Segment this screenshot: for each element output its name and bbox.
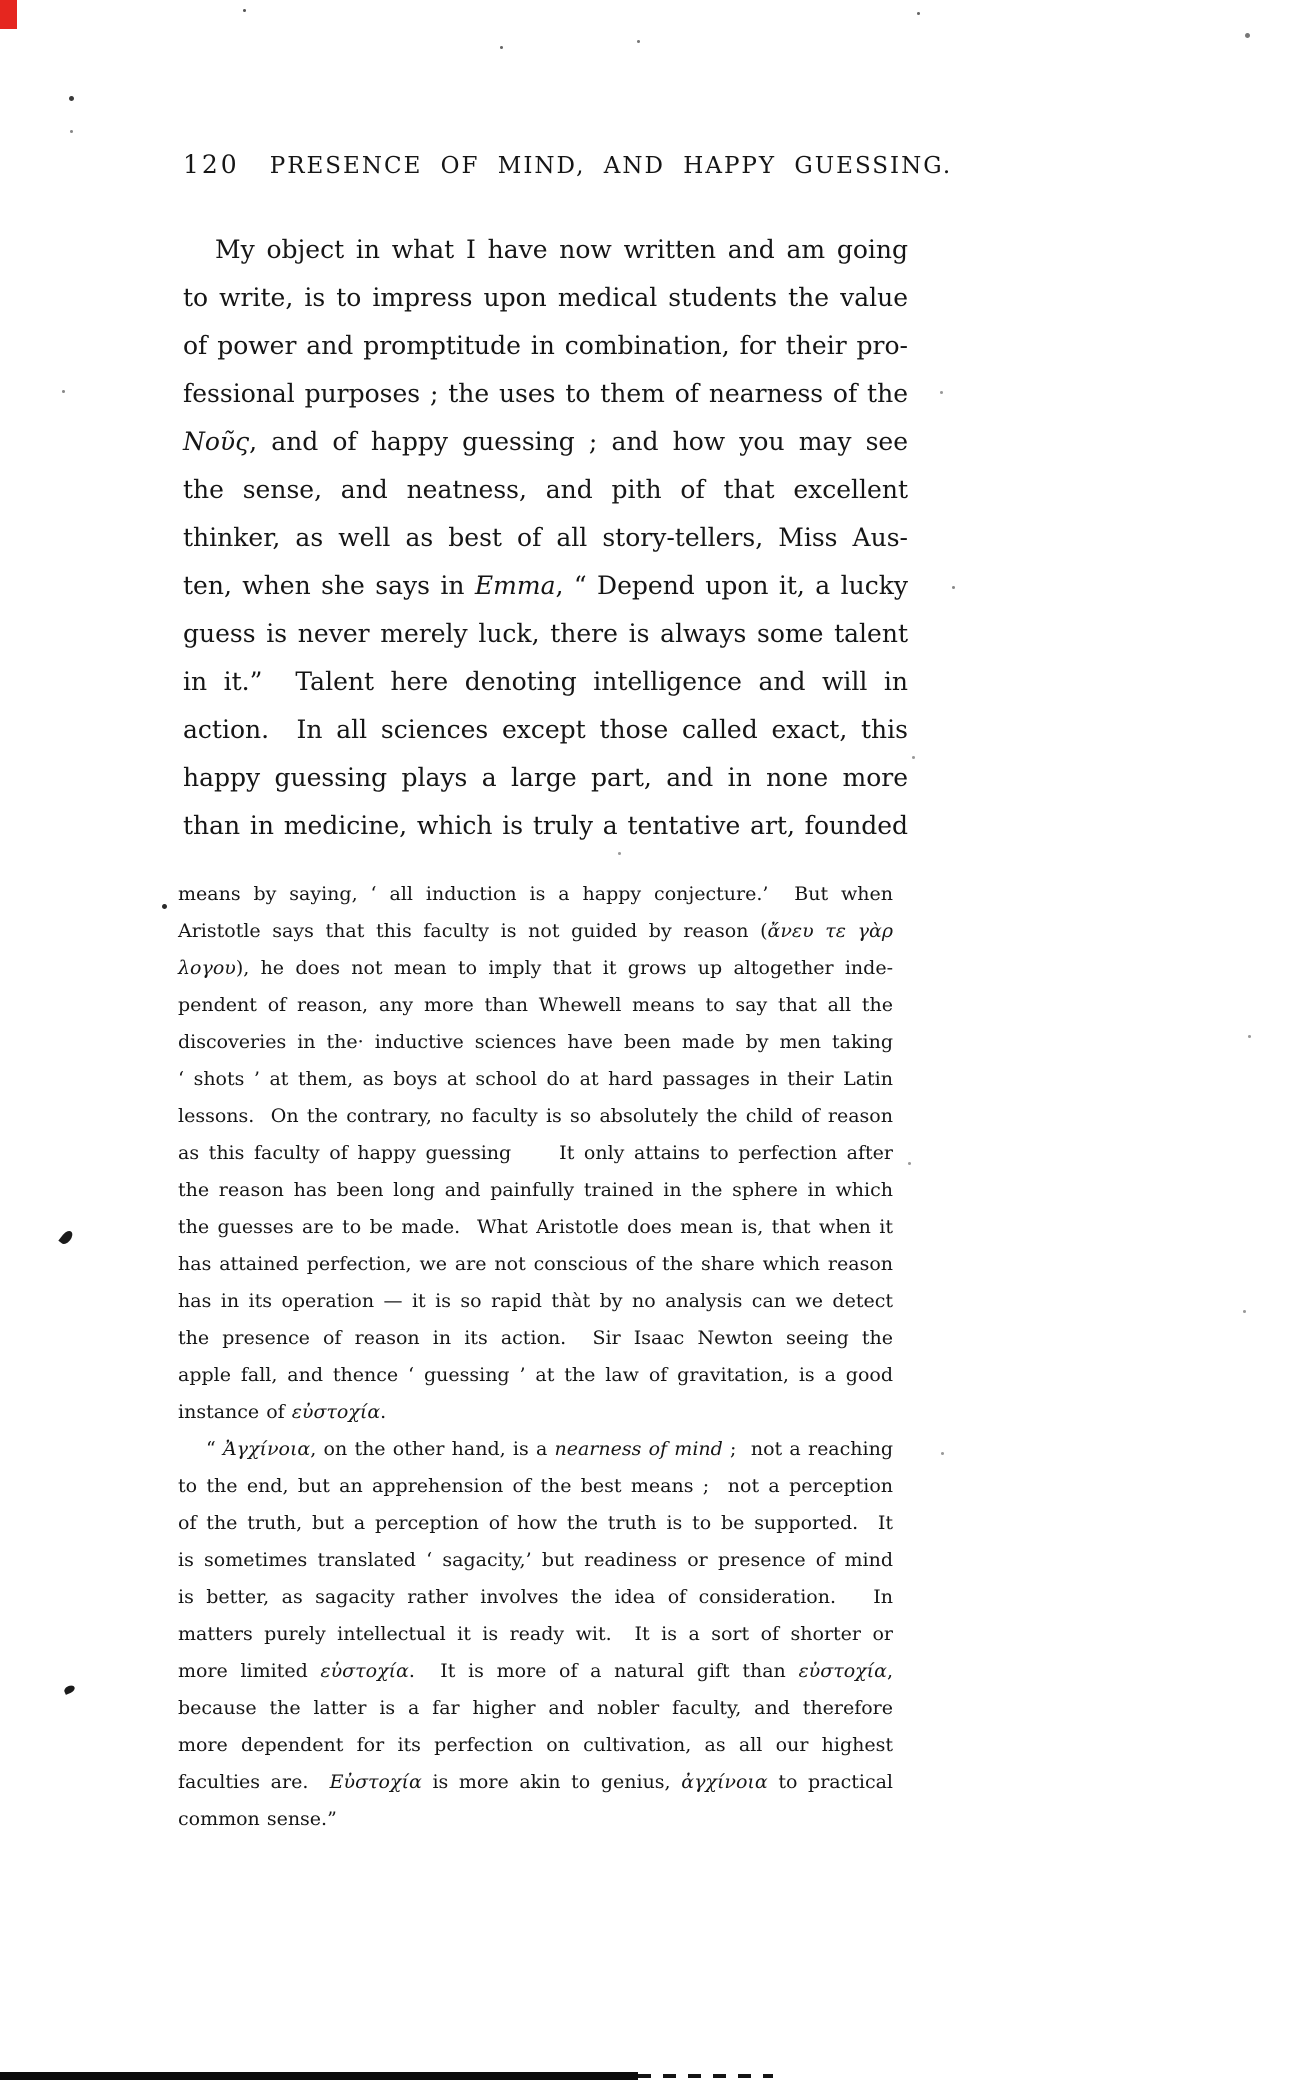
text-line: λογου), he does not mean to imply that it grows up altogether inde- [178,957,893,979]
text-line: ten, when she says in Emma, “ Depend upon it, a lucky [183,571,909,600]
margin-mark [58,1229,74,1246]
text-line: has attained perfection, we are not conscious of the share which reason [178,1253,893,1275]
text-line: the sense, and neatness, and pith of that excellent [183,475,908,504]
text-line: Νοῦς, and of happy guessing ; and how you may see [183,427,908,456]
text-line: to the end, but an apprehension of the best means ; not a perception [178,1475,893,1497]
text-line: means by saying, ‘ all induction is a happy conjecture.’ But when [178,883,893,905]
text-line: “ Ἀγχίνοια, on the other hand, is a nearness of mind ; not a reaching [206,1438,893,1460]
text-line: fessional purposes ; the uses to them of nearness of the [183,379,908,408]
text-line: common sense.” [178,1808,337,1830]
text-line: faculties are. Εὐστοχία is more akin to genius, ἀγχίνοια to practical [178,1771,894,1793]
text-line: matters purely intellectual it is ready wit. It is a sort of shorter or [178,1623,893,1645]
text-line: pendent of reason, any more than Whewell means to say that all the [178,994,893,1016]
text-line: is sometimes translated ‘ sagacity,’ but readiness or presence of mind [178,1549,893,1571]
text-line: My object in what I have now written and am going [215,235,908,264]
main-paragraph [183,226,908,850]
text-line: to write, is to impress upon medical students the value [183,283,908,312]
text-line: the reason has been long and painfully trained in the sphere in which [178,1179,893,1201]
text-line: as this faculty of happy guessing It only attains to perfection after [178,1142,893,1164]
text-line: action. In all sciences except those called exact, this [183,715,908,744]
text-line: of the truth, but a perception of how the truth is to be supported. It [178,1512,893,1534]
text-line: guess is never merely luck, there is always some talent [183,619,908,648]
text-line: has in its operation — it is so rapid thàt by no analysis can we detect [178,1290,893,1312]
text-line: apple fall, and thence ‘ guessing ’ at the law of gravitation, is a good [178,1364,893,1386]
text-line: is better, as sagacity rather involves the idea of consideration. In [178,1586,893,1608]
text-line: in it.” Talent here denoting intelligence and will in [183,667,908,696]
text-line: the guesses are to be made. What Aristotle does mean is, that when it [178,1216,893,1238]
text-line: happy guessing plays a large part, and in none more [183,763,908,792]
text-line: Aristotle says that this faculty is not guided by reason (ἄνευ τε γὰρ [178,920,893,942]
text-line: more limited εὐστοχία. It is more of a natural gift than εὐστοχία, [178,1660,893,1682]
text-line: ‘ shots ’ at them, as boys at school do at hard passages in their Latin [178,1068,893,1090]
text-line: instance of εὐστοχία. [178,1401,387,1423]
text-line: than in medicine, which is truly a tentative art, founded [183,811,908,840]
text-line: lessons. On the contrary, no faculty is so absolutely the child of reason [178,1105,893,1127]
page-number: 120 [183,150,240,179]
bottom-scan-bar [0,2072,638,2080]
page-header [183,150,953,179]
running-title: PRESENCE OF MIND, AND HAPPY GUESSING. [269,153,953,179]
text-line: because the latter is a far higher and nobler faculty, and therefore [178,1697,893,1719]
text-line: the presence of reason in its action. Sir Isaac Newton seeing the [178,1327,893,1349]
footnote-paragraph-1 [178,876,893,1431]
text-line: of power and promptitude in combination, for their pro- [183,331,908,360]
text-line: discoveries in the· inductive sciences have been made by men taking [178,1031,893,1053]
footnote-block [178,876,893,1838]
text-line: more dependent for its perfection on cultivation, as all our highest [178,1734,893,1756]
margin-mark [63,1684,76,1695]
text-line: thinker, as well as best of all story-tellers, Miss Aus- [183,523,908,552]
scan-specks [0,0,3,3]
bottom-scan-bar-tail [638,2074,773,2078]
red-scan-artifact [0,0,17,29]
footnote-paragraph-2 [178,1431,893,1838]
